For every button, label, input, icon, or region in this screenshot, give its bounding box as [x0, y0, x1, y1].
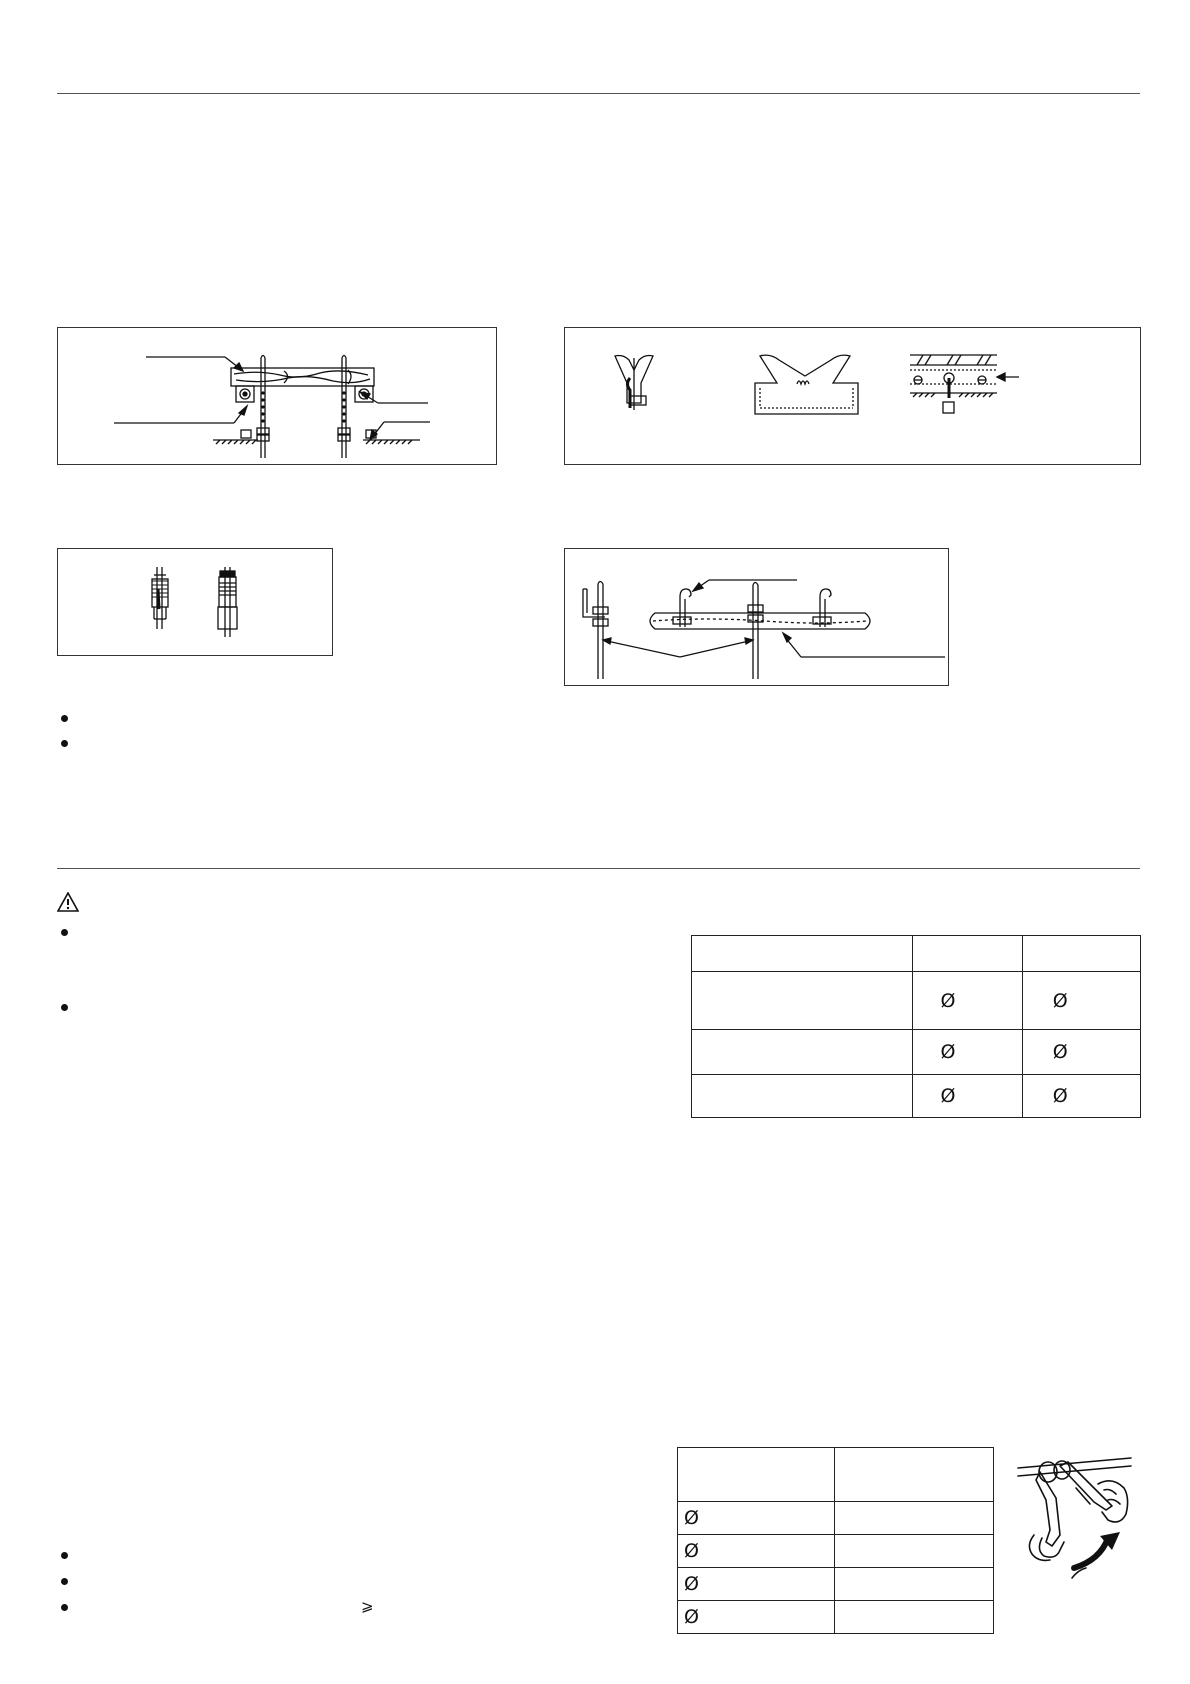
torque-table: [677, 1447, 994, 1634]
diameter-symbol: Ø: [684, 1573, 699, 1595]
section-divider: [57, 868, 1140, 869]
bullet-marker: [61, 740, 68, 747]
figure-wood-beam-bolts: [57, 327, 497, 465]
diameter-symbol: Ø: [684, 1606, 699, 1628]
torque-value: [834, 1502, 993, 1535]
diameter-symbol: Ø: [684, 1507, 699, 1529]
figure-anchor-bolts: [57, 548, 333, 656]
table-header-cell: [912, 936, 1022, 972]
torque-value: [834, 1535, 993, 1568]
greater-equal-symbol: ⩾: [361, 1597, 374, 1615]
table-cell-label: [692, 1030, 913, 1075]
diameter-symbol: Ø: [1052, 1085, 1068, 1107]
table-header-row: [692, 936, 1141, 972]
table-row: [678, 1601, 994, 1634]
table-row: [692, 1030, 1141, 1075]
bullet-marker: [61, 1004, 68, 1011]
bullet-marker: [61, 1578, 68, 1585]
diameter-symbol: Ø: [1052, 1041, 1068, 1063]
table-header-cell: [692, 936, 913, 972]
diameter-symbol: Ø: [940, 1041, 956, 1063]
torque-value: [834, 1601, 993, 1634]
torque-value: [834, 1568, 993, 1601]
bullet-marker: [61, 1604, 68, 1611]
table-row: [678, 1502, 994, 1535]
table-row: [692, 1075, 1141, 1118]
figure-ceiling-inserts: [564, 327, 1141, 465]
diameter-symbol: Ø: [1052, 989, 1068, 1012]
warning-triangle-icon: [57, 892, 79, 912]
figure-steel-beam-hooks: [564, 548, 949, 686]
diameter-symbol: Ø: [940, 1085, 956, 1107]
bullet-marker: [61, 1552, 68, 1559]
bullet-marker: [61, 929, 68, 936]
torque-wrench-illustration: [1016, 1450, 1134, 1585]
table-cell-label: [692, 972, 913, 1030]
diameter-symbol: Ø: [684, 1540, 699, 1562]
table-header-cell: [834, 1448, 993, 1502]
table-row: [678, 1535, 994, 1568]
table-header-cell: [1022, 936, 1140, 972]
table-cell-label: [692, 1075, 913, 1118]
table-header-cell: [678, 1448, 835, 1502]
table-row: [692, 972, 1141, 1030]
top-divider: [57, 93, 1140, 94]
table-header-row: [678, 1448, 994, 1502]
table-row: [678, 1568, 994, 1601]
pipe-size-table: [691, 935, 1141, 1118]
diameter-symbol: Ø: [940, 989, 956, 1012]
bullet-marker: [61, 715, 68, 722]
